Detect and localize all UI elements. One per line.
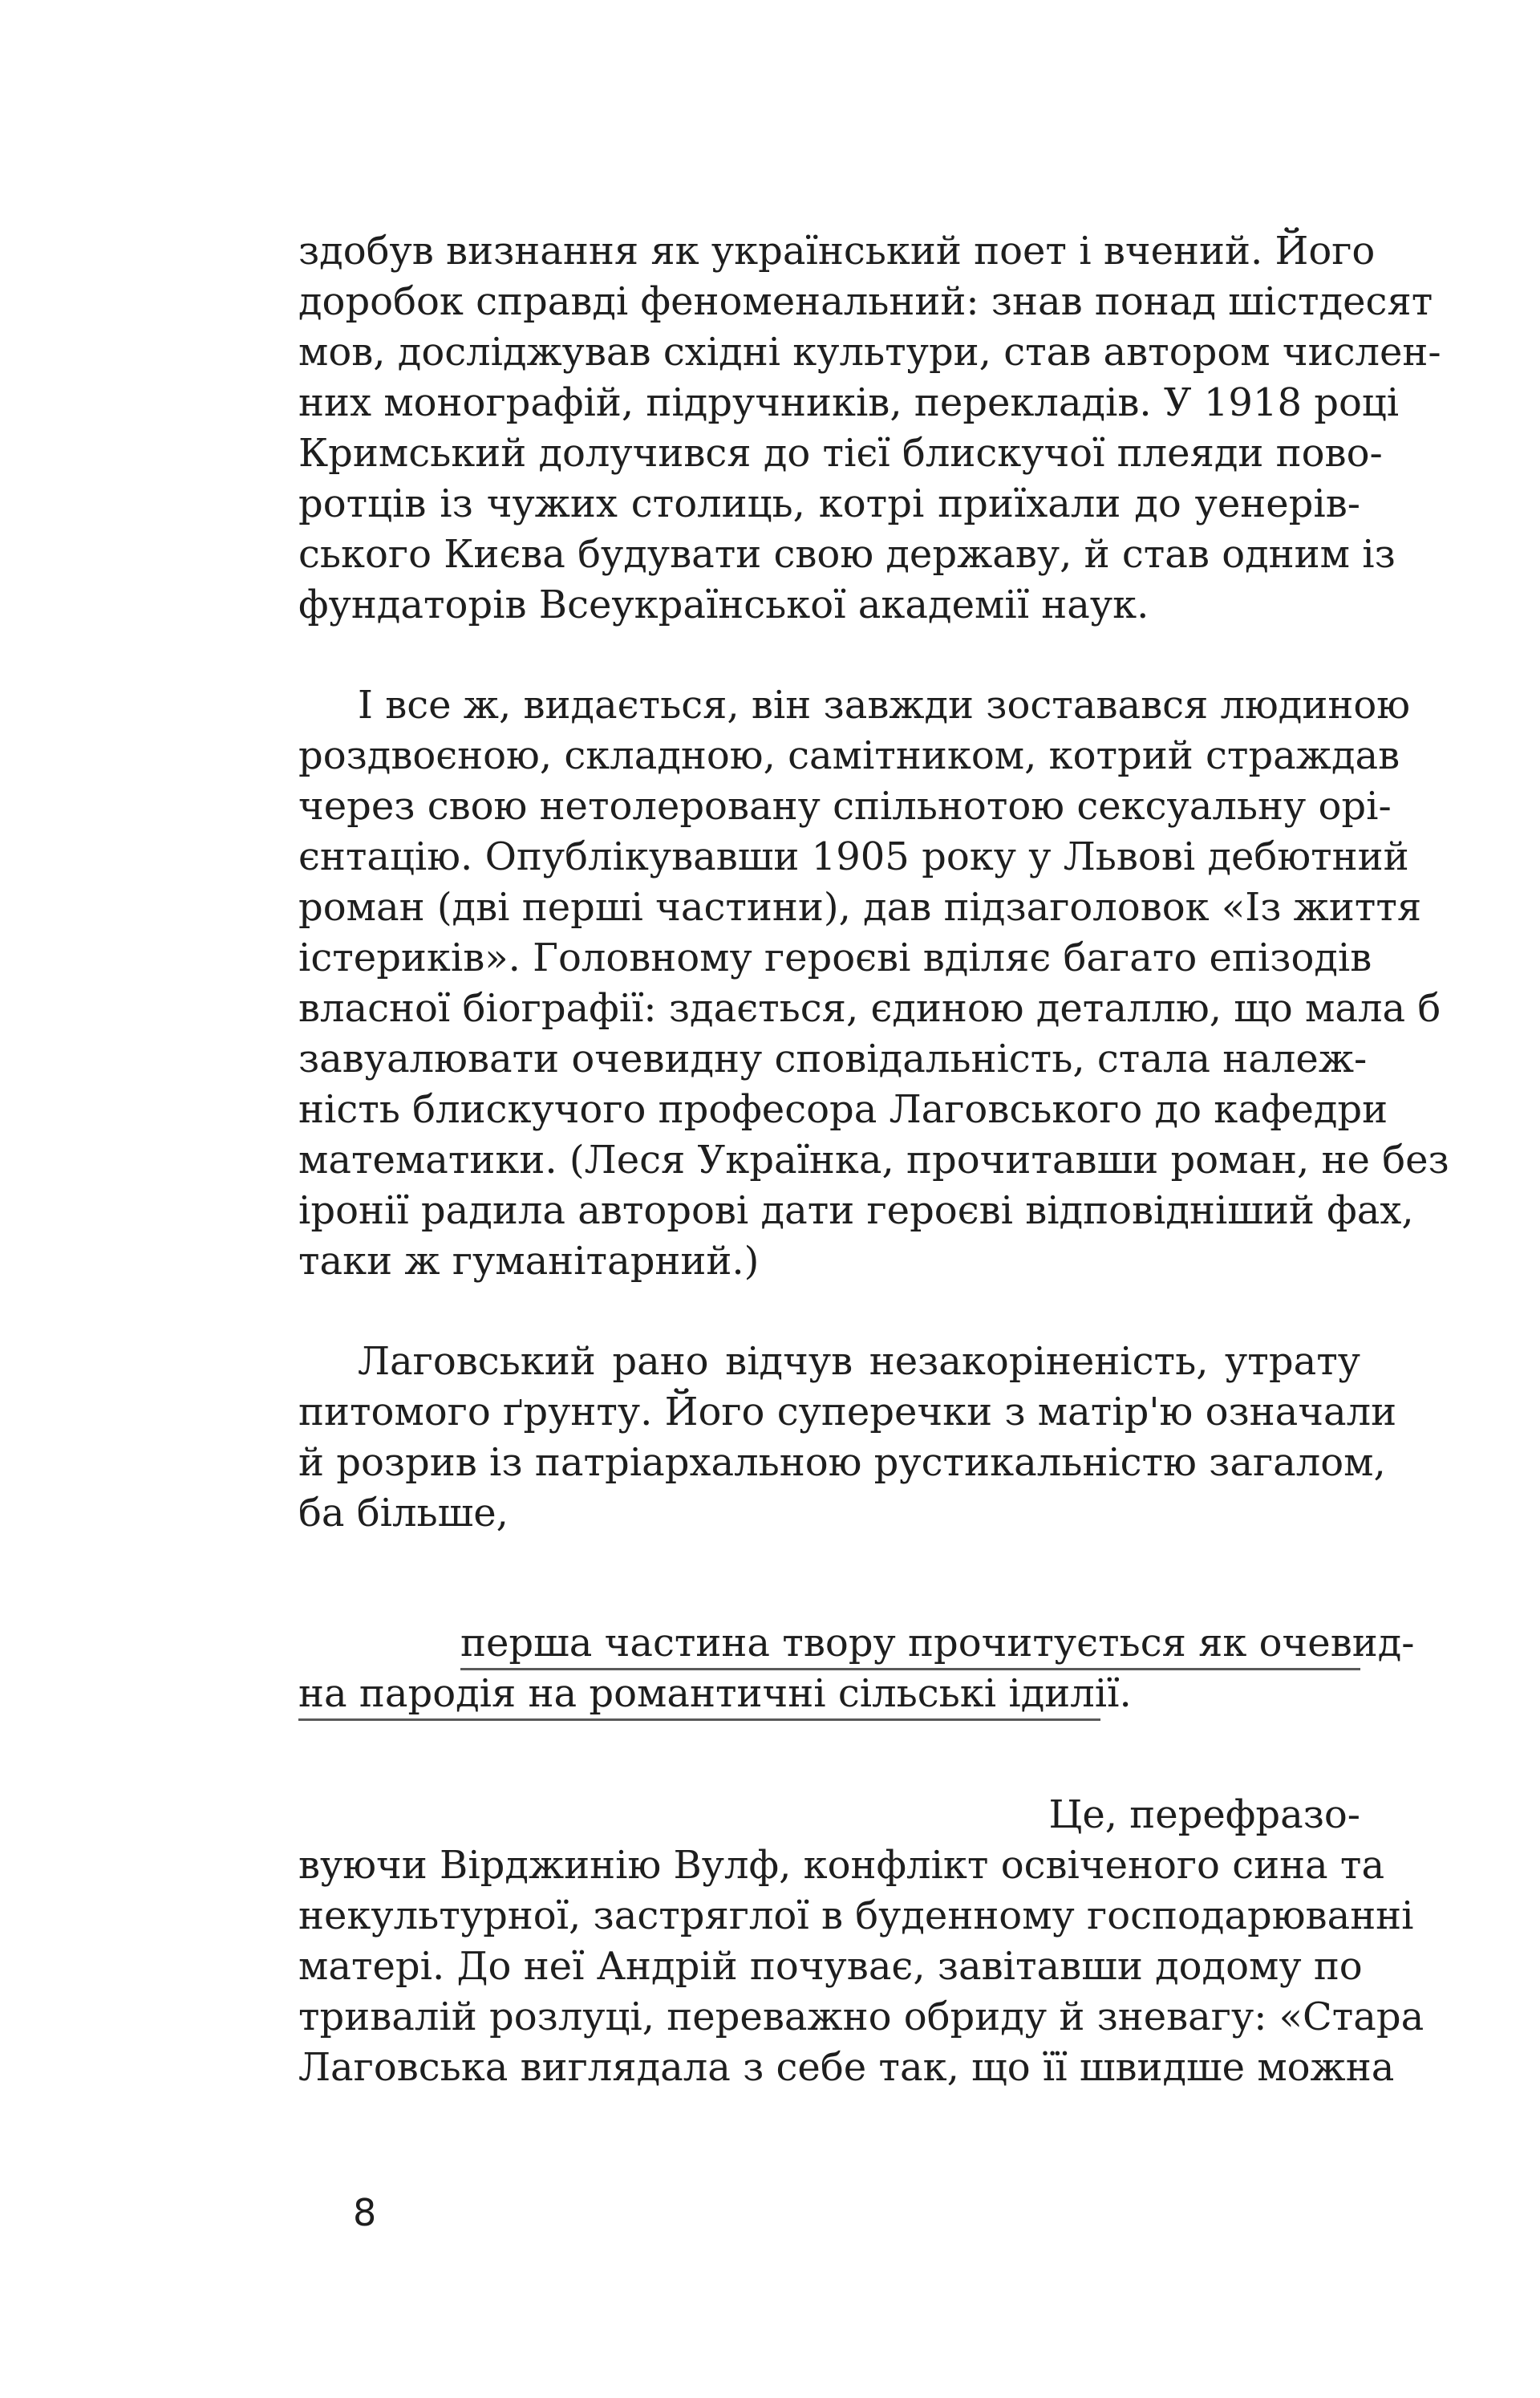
text-line: таки ж гуманітарний.)	[298, 1239, 760, 1284]
text-line: єнтацію. Опублікувавши 1905 року у Львові дебютний	[298, 834, 1409, 879]
text-line: ротців із чужих столиць, котрі приїхали до уенерів-	[298, 481, 1360, 526]
text-line: істериків». Головному героєві вділяє багато епізодів	[298, 935, 1372, 980]
text-line: математики. (Леся Українка, прочитавши роман, не без	[298, 1138, 1449, 1183]
text-line: доробок справді феноменальний: знав понад шістдесят	[298, 279, 1433, 324]
text-line: матері. До неї Андрій почуває, завітавши додому по	[298, 1944, 1363, 1989]
text-line: Лаговський рано відчув незакоріненість, утрату	[358, 1339, 1360, 1384]
text-line: роман (дві перші частини), дав підзаголовок «Із життя	[298, 885, 1422, 930]
text-line: Лаговська виглядала з себе так, що її швидше можна	[298, 2045, 1395, 2090]
text-line: через свою нетолеровану спільнотою сексуальну орі-	[298, 784, 1392, 829]
text-line: роздвоєною, складною, самітником, котрий страждав	[298, 733, 1400, 778]
pull-quote-underline	[298, 1718, 1100, 1721]
text-line: вуючи Вірджинію Вулф, конфлікт освіченого сина та	[298, 1843, 1385, 1888]
text-line: ність блискучого професора Лаговського до кафедри	[298, 1087, 1388, 1132]
paragraph-2	[298, 680, 1449, 1287]
pull-quote-line: на пародія на романтичні сільські ідилії.	[298, 1671, 1132, 1716]
text-line: них монографій, підручників, перекладів. У 1918 році	[298, 380, 1400, 425]
text-line: І все ж, видається, він завжди зоставався людиною	[358, 683, 1411, 728]
paragraph-4	[298, 1790, 1424, 2093]
text-line: мов, досліджував східні культури, став автором числен-	[298, 330, 1441, 375]
text-line: фундаторів Всеукраїнської академії наук.	[298, 582, 1149, 627]
pull-quote-line: перша частина твору прочитується як очевид-	[460, 1621, 1415, 1666]
text-line: завуалювати очевидну сповідальність, стала належ-	[298, 1037, 1368, 1081]
text-line: власної біографії: здається, єдиною деталлю, що мала б	[298, 986, 1441, 1031]
text-line: питомого ґрунту. Його суперечки з матір'ю означали	[298, 1390, 1397, 1434]
text-line: й розрив із патріархальною рустикальністю загалом,	[298, 1440, 1386, 1485]
text-line: Кримський долучився до тієї блискучої плеяди пово-	[298, 431, 1383, 476]
text-line: ського Києва будувати свою державу, й став одним із	[298, 532, 1396, 577]
text-line: тривалій розлуці, переважно обриду й зневагу: «Стара	[298, 1994, 1424, 2039]
paragraph-3	[298, 1337, 1397, 1539]
page-number: 8	[353, 2191, 377, 2234]
text-line: іронії радила авторові дати героєві відповідніший фах,	[298, 1188, 1414, 1233]
text-line: здобув визнання як український поет і вчений. Його	[298, 229, 1376, 274]
pull-quote	[298, 1620, 1415, 1721]
paragraph-1	[298, 226, 1441, 631]
text-line: Це, перефразо-	[1048, 1792, 1360, 1837]
text-line: некультурної, застряглої в буденному господарюванні	[298, 1893, 1414, 1938]
text-line: ба більше,	[298, 1491, 509, 1536]
